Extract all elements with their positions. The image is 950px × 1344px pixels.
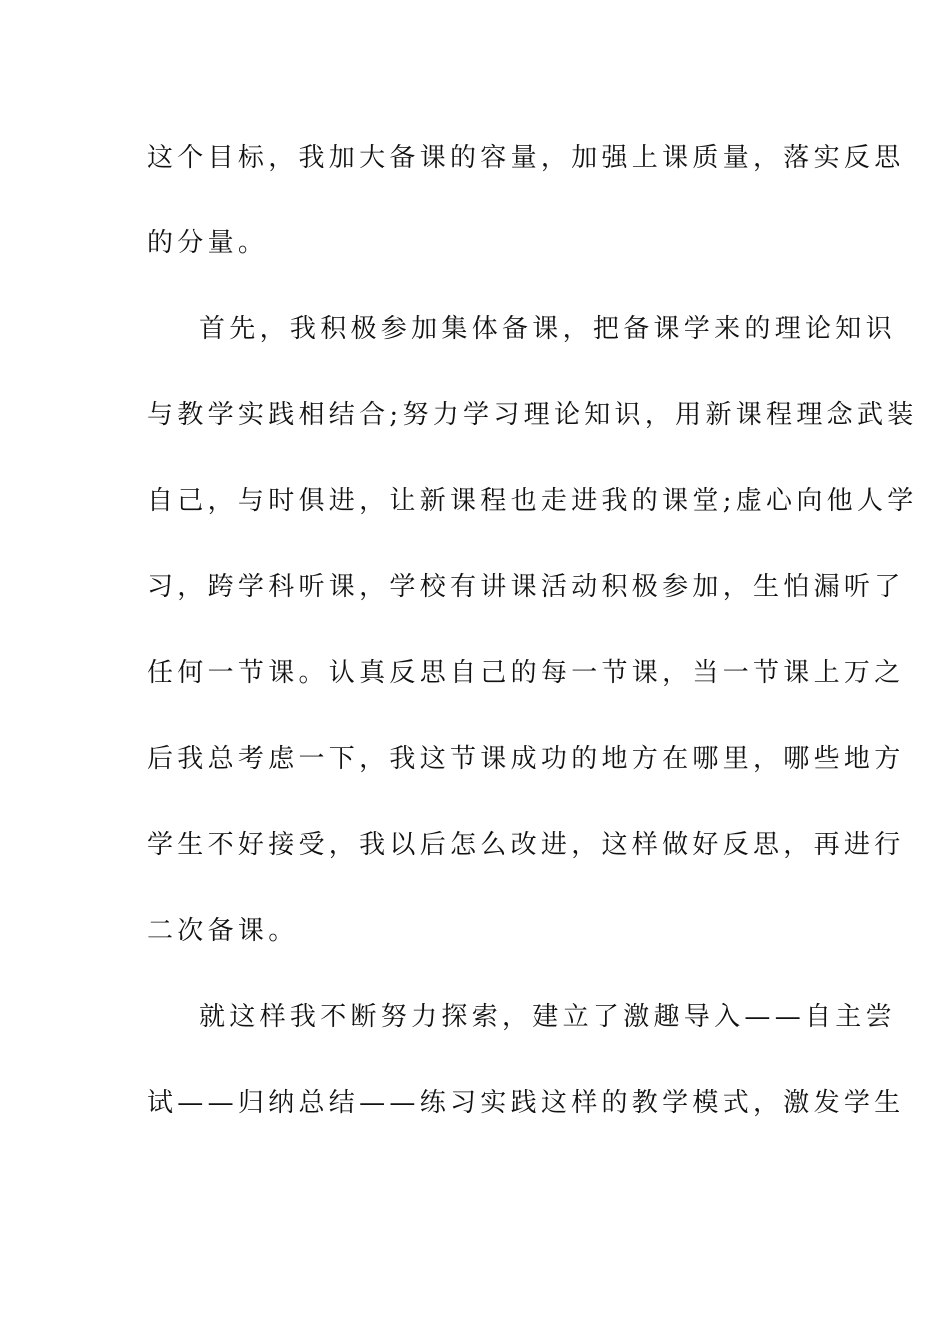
paragraph-3-line-1: 就这样我不断努力探索，建立了激趣导入——自主尝 — [199, 1002, 896, 1032]
text-line-5: 自己，与时俱进，让新课程也走进我的课堂;虚心向他人学 — [147, 486, 918, 516]
text-line-6: 习，跨学科听课，学校有讲课活动积极参加，生怕漏听了 — [147, 572, 905, 602]
text-line-7: 任何一节课。认真反思自己的每一节课，当一节课上万之 — [147, 658, 905, 688]
text-line-4: 与教学实践相结合;努力学习理论知识，用新课程理念武装 — [147, 400, 918, 430]
paragraph-2-line-1: 首先，我积极参加集体备课，把备课学来的理论知识 — [199, 314, 896, 344]
text-line-1: 这个目标，我加大备课的容量，加强上课质量，落实反思 — [147, 143, 905, 173]
text-line-8: 后我总考虑一下，我这节课成功的地方在哪里，哪些地方 — [147, 744, 905, 774]
text-line-10: 二次备课。 — [147, 916, 299, 946]
text-line-2: 的分量。 — [147, 228, 269, 258]
text-line-9: 学生不好接受，我以后怎么改进，这样做好反思，再进行 — [147, 830, 905, 860]
text-line-12: 试——归纳总结——练习实践这样的教学模式，激发学生 — [147, 1088, 905, 1118]
